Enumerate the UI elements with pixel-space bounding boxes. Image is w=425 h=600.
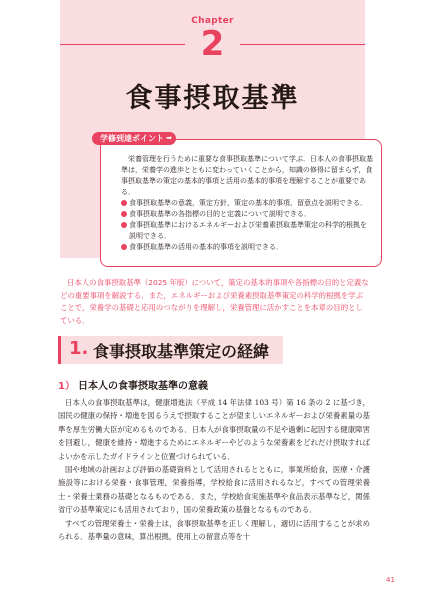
- body-paragraph: 日本人の食事摂取基準は，健康増進法（平成 14 年法律 103 号）第 16 条の 2 に基づき，国民の健康の保持・増進を図るうえで摂取することが望ましいエネルギーおよび栄養素量の基準を厚生労働大臣が定めるものである．日本人が食事摂取量の不足や過剰に起因する健康障害を回避し，健康を維持・増進するためにエネルギーやどのような栄養素をどれだけ摂取すればよいかを示したガイドラインと位置づけられている．: [58, 398, 370, 461]
- goals-list-item: 食事摂取基準の活用の基本的事項を説明できる．: [121, 242, 373, 253]
- body-text: [58, 396, 370, 543]
- chapter-label: Chapter: [191, 16, 234, 26]
- bullet-icon: [121, 200, 127, 206]
- subsection-title-text: 日本人の食事摂取基準の意義: [77, 381, 208, 392]
- goals-list: [121, 198, 373, 253]
- chapter-title: 食事摂取基準: [125, 83, 300, 114]
- section-title: 食事摂取基準策定の経緯: [93, 342, 270, 361]
- body-paragraph: すべての管理栄養士・栄養士は，食事摂取基準を正しく理解し，適切に活用することが求められる．基準量の意味，算出根拠，使用上の留意点等を十: [58, 518, 370, 542]
- page-number: 41: [386, 576, 395, 584]
- bullet-icon: [121, 244, 127, 250]
- chapter-lead-text: 日本人の食事摂取基準（2025 年版）について，策定の基本的事項や各指標の目的と定義などの重要事項を解説する．また，エネルギーおよび栄養素摂取基準策定の科学的根拠を学ぶことで，栄養学の基礎と応用のつながりを理解し，栄養管理に活かすことを本章の目的としている．: [60, 278, 369, 325]
- bullet-icon: [121, 222, 127, 228]
- learning-goals-tag: 学修到達ポイント ➡: [92, 132, 176, 145]
- goals-list-item: 食事摂取基準におけるエネルギーおよび栄養素摂取基準策定の科学的根拠を説明できる．: [121, 220, 373, 242]
- subsection-title: [58, 377, 208, 392]
- body-paragraph: 国や地域の計画および評価の基礎資料として活用されるとともに，事業所給食，医療・介護施設等における栄養・食事管理，栄養指導，学校給食に活用されるなど，すべての管理栄養士・栄養士業務の基礎となるものである．また，学校給食実施基準や食品表示基準など，関係省庁の基準策定にも活用されており，国の栄養政策の基盤となるものである．: [58, 465, 370, 515]
- goals-list-item: 食事摂取基準の意義，策定方針，策定の基本的事項，留意点を説明できる．: [121, 198, 373, 209]
- bullet-icon: [121, 211, 127, 217]
- learning-goals-box: [100, 139, 382, 267]
- section-header: [58, 336, 283, 364]
- subsection-number: 1）: [58, 381, 75, 392]
- section-number: 1.: [69, 338, 89, 359]
- goals-intro: 栄養管理を行うために重要な食事摂取基準について学ぶ．日本人の食事摂取基準は，栄養学の進歩とともに変わっていくことから，知識の修得に留まらず，食事摂取基準の策定の基本的事項と活用の基本的事項を理解することが重要である．: [121, 155, 373, 196]
- arrow-right-icon: ➡: [166, 134, 172, 142]
- goals-list-item: 食事摂取基準の各指標の目的と定義について説明できる．: [121, 209, 373, 220]
- chapter-number: 2: [200, 24, 225, 64]
